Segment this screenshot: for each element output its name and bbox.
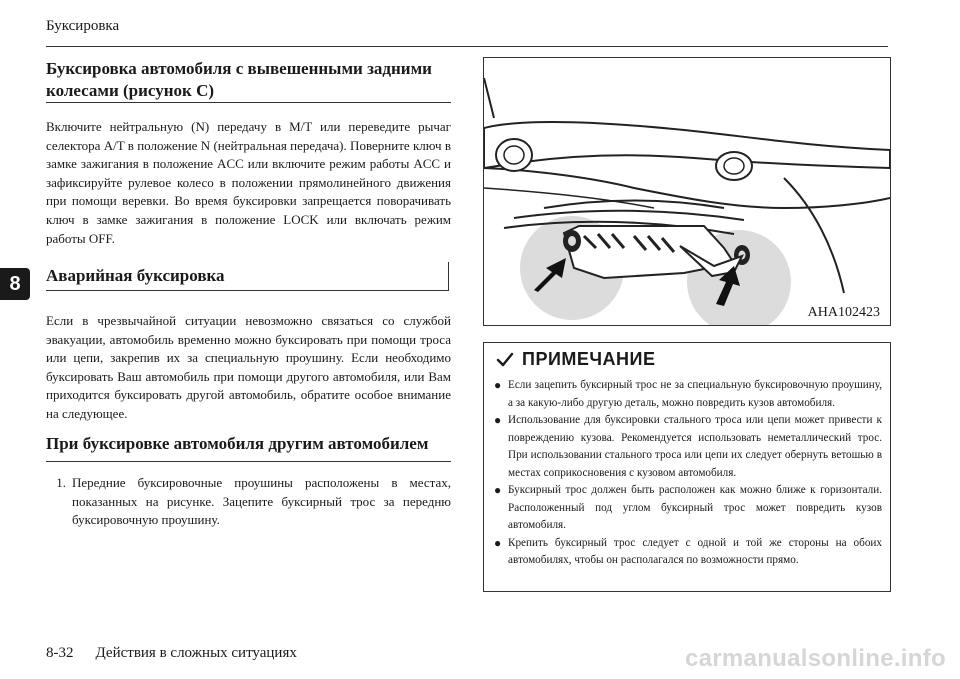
note-item <box>494 412 882 482</box>
bumper-lower-line <box>484 168 890 208</box>
note-title: ПРИМЕЧАНИЕ <box>522 349 656 369</box>
vehicle-front-illustration <box>484 58 890 325</box>
note-item-text: Использование для буксировки стального троса или цепи может привести к повреждению кузова. Рекомендуется использовать неметаллический трос. При использовании стального троса или цепи их следует обернуть ветошью в местах соприкосновения с кузовом автомобиля. <box>508 414 882 479</box>
step-item <box>46 474 451 530</box>
section-body-emergency: Если в чрезвычайной ситуации невозможно связаться со службой эвакуации, автомобиль временно можно буксировать при помощи троса или цепи, закрепив их за специальную проушину. Если необходимо буксировать Ваш автомобиль при помощи другого автомобиля, или Вам приходится буксировать другой автомобиль, обратите особое внимание на следующее. <box>46 313 451 421</box>
note-item <box>494 377 882 412</box>
chapter-tab: 8 <box>0 268 30 300</box>
section-rule <box>46 102 451 103</box>
tow-hook-figure <box>483 57 891 326</box>
page-footer <box>46 645 297 662</box>
header-rule <box>46 46 888 47</box>
section-title-rear-lift: Буксировка автомобиля с вывешенными задними колесами (рисунок С) <box>46 59 432 100</box>
fog-lamp-left <box>496 139 532 171</box>
tow-hook-left <box>563 230 581 252</box>
bullet-icon: ● <box>494 483 502 497</box>
chapter-name: Действия в сложных ситуациях <box>95 645 297 661</box>
bullet-icon: ● <box>494 413 502 427</box>
note-item-text: Буксирный трос должен быть расположен как можно ближе к горизонтали. Расположенный под углом буксирный трос может повредить кузов автомобиля. <box>508 484 882 531</box>
figure-code: AHA102423 <box>807 305 880 320</box>
note-item <box>494 535 882 570</box>
watermark: carmanualsonline.info <box>684 645 946 672</box>
note-list <box>494 377 882 570</box>
step-number: 1. <box>56 475 66 490</box>
running-header: Буксировка <box>46 18 120 34</box>
checkmark-icon <box>496 351 514 369</box>
bumper-upper <box>484 122 890 168</box>
section-body-rear-lift: Включите нейтральную (N) передачу в M/T или переведите рычаг селектора A/T в положение N (нейтральная передача). Поверните ключ в замке зажигания в положение ACC или включите режим работы ACC и зафиксируйте рулевое колесо в положении прямолинейного движения при помощи веревки. Во время буксировки запрещается поворачивать ключ в замке зажигания в положение LOCK или включать режим работы OFF. <box>46 119 451 246</box>
page-number: 8-32 <box>46 645 74 661</box>
section-title-towing-by-vehicle: При буксировке автомобиля другим автомобилем <box>46 434 429 453</box>
step-text: Передние буксировочные проушины расположены в местах, показанных на рисунке. Зацепите буксирный трос за передню буксировочную проушину. <box>72 475 451 528</box>
bullet-icon: ● <box>494 535 502 550</box>
note-box <box>483 342 891 592</box>
section-rule <box>46 461 451 462</box>
note-item <box>494 482 882 535</box>
note-item-text: Если зацепить буксирный трос не за специальную буксировочную проушину, а за какую-либо другую деталь, можно повредить кузов автомобиля. <box>508 379 882 409</box>
note-item-text: Крепить буксирный трос следует с одной и той же стороны на обоих автомобилях, чтобы он располагался по возможности прямо. <box>508 536 882 566</box>
section-title-emergency: Аварийная буксировка <box>46 266 225 285</box>
note-header <box>496 349 655 370</box>
bullet-icon: ● <box>494 378 502 392</box>
fog-lamp-right <box>716 152 752 180</box>
